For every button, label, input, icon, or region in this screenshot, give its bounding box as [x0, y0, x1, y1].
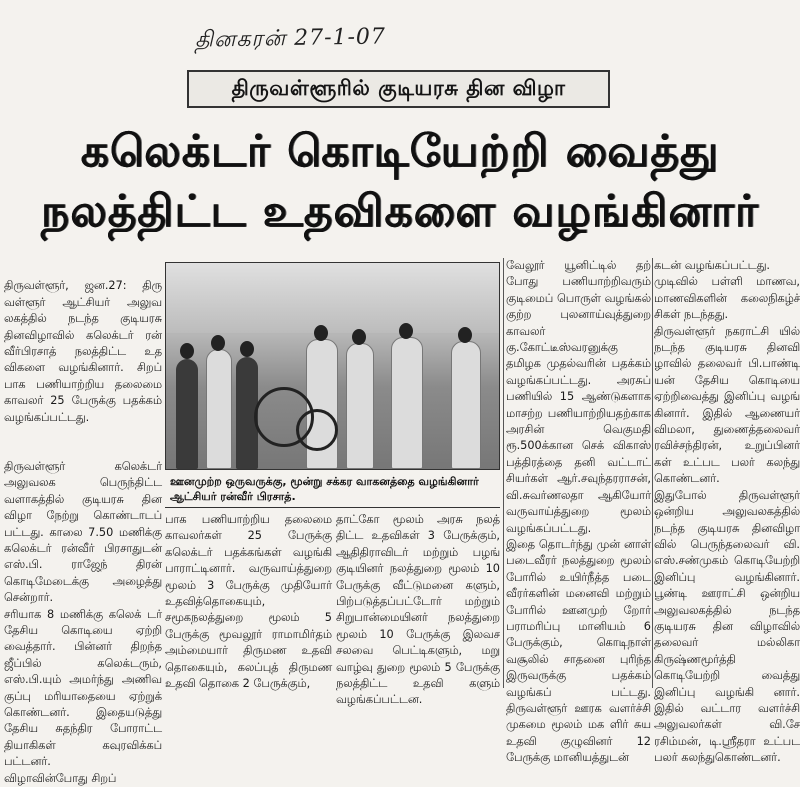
photo-person [206, 349, 232, 469]
article-column-2b: தாட்கோ மூலம் அரசு நலத் திட்ட உதவிகள் 3 பேருக்கும், ஆதிதிராவிடர் மற்றும் பழங் குடியினர் நலத்துறை மூலம் 10 பேருக்கு வீட்டுமனை களும், பிற்படுத்தப்பட்டோர் மற்றும் சிறுபான்மையினர் நலத்துறை மூலம் 10 பேருக்கு இலவச சலவை பெட்டிகளும், மறு வாழ்வு துறை மூலம் 5 பேருக்கு நலத்திட்ட உதவி களும் வழங்கப்பட்டன. [336, 513, 500, 707]
photo-person-head [314, 325, 328, 341]
article-column-1 [4, 262, 162, 785]
news-photo [165, 262, 500, 470]
headline-line-2: நலத்திட்ட உதவிகளை வழங்கினார் [40, 186, 759, 237]
photo-person [451, 341, 481, 469]
photo-person-head [211, 335, 225, 351]
col1-lead-paragraph: திருவள்ளூர், ஜன.27: திரு வள்ளூர் ஆட்சியர் அலுவ லகத்தில் நடந்த குடியரசு தினவிழாவில் கலெக்டர் ரன் வீர்பிரசாத் நலத்திட்ட உத விகளை வழங்கினார். சிறப் பாக பணியாற்றிய தலைமை காவலர் 25 பேருக்கு பதக்கம் வழங்கப்பட்டது. [4, 279, 162, 424]
column-divider [652, 258, 653, 688]
photo-person [346, 343, 374, 469]
photo-person-head [240, 341, 254, 357]
article-column-2a: பாக பணியாற்றிய தலைமை காவலர்கள் 25 பேருக்கு கலெக்டர் பதக்கங்கள் வழங்கி பாராட்டினார். வருவாய்த்துறை மூலம் 3 பேருக்கு முதியோர் உதவித்தொகையும், சமூகநலத்துறை மூலம் 5 பேருக்கு மூவலூர் ராமாமிர்தம் அம்மையார் திருமண உதவி தொகையும், கலப்புத் திருமண உதவி தொகை 2 பேருக்கும், [165, 513, 332, 691]
photo-person-head [399, 323, 413, 339]
column-divider [503, 258, 504, 688]
photo-person [176, 359, 198, 469]
article-column-4: கடன் வழங்கப்பட்டது. முடிவில் பள்ளி மாணவ, மாணவிகளின் கலைநிகழ்ச் சிகள் நடந்தது. திருவள்ளூர் நகராட்சி யில் நடந்த குடியரசு தினவி ழாவில் தலைவர் பி.பாண்டி யன் தேசிய கொடியை ஏற்றிவைத்து இனிப்பு வழங் கினார். இதில் ஆணையர் விமலா, துணைத்தலைவர் ரவிச்சந்திரன், உறுப்பினர் கள் உட்பட பலர் கலந்து கொண்டனர். இதுபோல் திருவள்ளூர் ஒன்றிய அலுவலகத்தில் நடந்த குடியரசு தினவிழா வில் பெருந்தலைவர் வி. எஸ்.சண்முகம் கொடியேற்றி இனிப்பு வழங்கினார். பூண்டி ஊராட்சி ஒன்றிய அலுவலகத்தில் நடந்த குடியரசு தின விழாவில் தலைவர் மல்லிகா கிருஷ்ணமூர்த்தி கொடியேற்றி வைத்து இனிப்பு வழங்கி னார். இதில் வட்டார வளர்ச்சி அலுவலர்கள் வி.சே ரசிம்மன், டி.ஸ்ரீதரா உட்பட பலர் கலந்துகொண்டனர். [654, 259, 800, 765]
headline-line-1: கலெக்டர் கொடியேற்றி வைத்து [80, 126, 720, 177]
photo-person-head [180, 343, 194, 359]
kicker-text: திருவள்ளூரில் குடியரசு தின விழா [231, 75, 566, 100]
handwritten-date-note: தினகரன் 27-1-07 [194, 24, 387, 53]
tricycle-wheel [296, 409, 338, 451]
kicker-box [187, 70, 610, 108]
col1-body-paragraph: திருவள்ளூர் கலெக்டர் அலுவலக பெருந்திட்ட வளாகத்தில் குடியரசு தின விழா நேற்று கொண்டாடப் பட்டது. காலை 7.50 மணிக்கு கலெக்டர் ரன்வீர் பிரசாதுடன் எஸ்.பி. ராஜேந் திரன் கொடிமேடைக்கு அழைத்து சென்றார். சரியாக 8 மணிக்கு கலெக் டர் தேசிய கொடியை ஏற்றி வைத்தார். பின்னர் திறந்த ஜீப்பில் கலெக்டரும், எஸ்.பி.யும் அமர்ந்து அணிவ குப்பு மரியாதையை ஏற்றுக் கொண்டனர். இதையடுத்து தேசிய சுதந்திர போராட்ட தியாகிகள் கவுரவிக்கப் பட்டனர். விழாவின்போது சிறப் [4, 459, 162, 785]
caption-divider [165, 507, 500, 508]
article-column-3: வேலூர் யூனிட்டில் தற் போது பணியாற்றிவரும் குடிமைப் பொருள் வழங்கல் குற்ற புலனாய்வுத்துறை காவலர் கு.கோட்டீஸ்வரனுக்கு தமிழக முதல்வரின் பதக்கம் வழங்கப்பட்டது. அரசுப் பணியில் 15 ஆண்டுகளாக மாசற்ற பணியாற்றியதற்காக அரசின் வெகுமதி ரூ.500க்கான செக் விகாஸ் பத்திரத்தை தனி வட்டாட் சியர்கள் ஆர்.சவுந்தரராசன், வி.சுவர்ணலதா ஆகியோர் வருவாய்த்துறை மூலம் வழங்கப்பட்டது. இதை தொடர்ந்து முன் னாள் படைவீரர் நலத்துறை மூலம் போரில் உயிர்நீத்த படை வீரர்களின் மனைவி மற்றும் போரில் ஊனமுற் றோர் பராமரிப்பு மானியம் 6 பேருக்கும், கொடிநாள் வசூலில் சாதனை புரிந்த இருவருக்கு பதக்கம் வழங்கப் பட்டது. திருவள்ளூர் ஊரக வளர்ச்சி முகமை மூலம் மக ளிர் சுய உதவி குழுவினர் 12 பேருக்கு மானியத்துடன் [506, 259, 651, 765]
photo-person-head [352, 329, 366, 345]
photo-person-head [458, 327, 472, 343]
photo-sky [166, 263, 499, 333]
photo-person [391, 337, 423, 469]
photo-caption: ஊனமுற்ற ஒருவருக்கு, மூன்று சக்கர வாகனத்தை வழங்கினார் ஆட்சியர் ரன்வீர் பிரசாத். [170, 475, 479, 503]
